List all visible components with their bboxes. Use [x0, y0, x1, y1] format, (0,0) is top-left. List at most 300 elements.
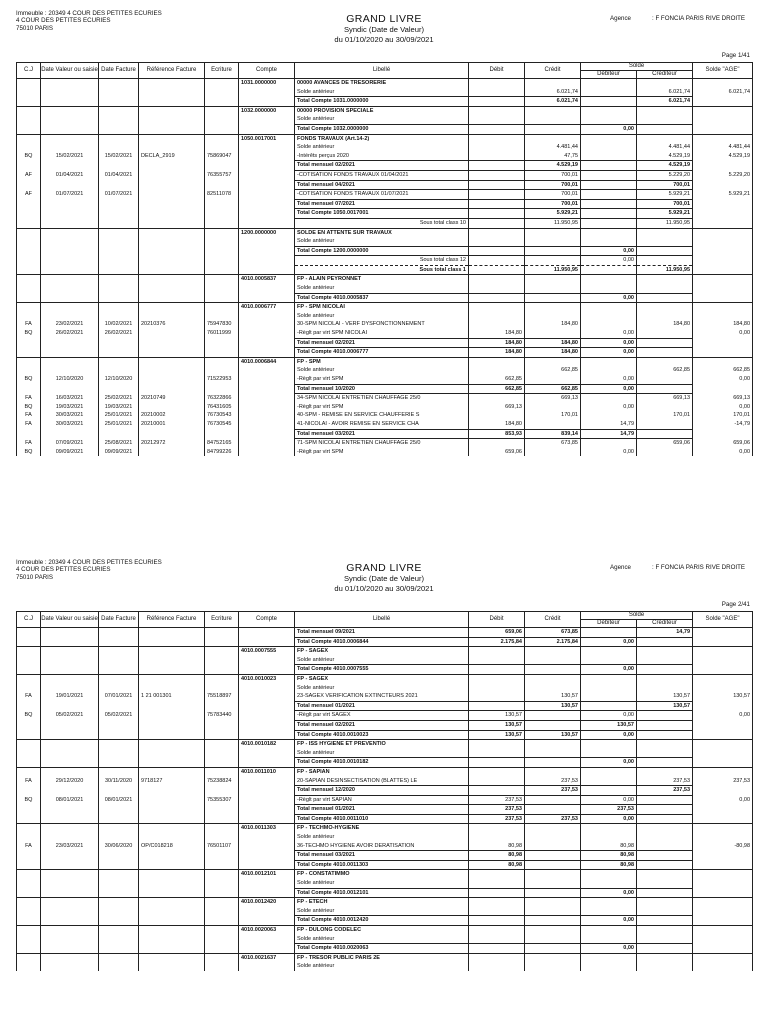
cell-ecriture: [205, 720, 239, 730]
cell-compte: 4010.0007555: [239, 647, 295, 656]
title-text: GRAND LIVRE: [346, 562, 422, 574]
cell-compte: 1050.0017001: [239, 134, 295, 143]
cell-compte: [239, 916, 295, 926]
cell-compte: [239, 218, 295, 228]
cell-reference: [139, 256, 205, 266]
cell-date-facture: [99, 647, 139, 656]
cell-compte: [239, 888, 295, 898]
cell-libelle: Solde antérieur: [295, 907, 469, 916]
cell-compte: 4010.0006844: [239, 357, 295, 366]
cell-libelle: FP - DULONG CODELEC: [295, 926, 469, 935]
cell-date-valeur: [41, 916, 99, 926]
cell-solde-crediteur: 659,06: [637, 439, 693, 448]
cell-solde-debiteur: [581, 209, 637, 219]
cell-ecriture: [205, 907, 239, 916]
account-header-row: [17, 228, 753, 237]
cell-solde-age: [693, 124, 753, 134]
cell-solde-age: 0,00: [693, 375, 753, 384]
col-credit: Crédit: [525, 63, 581, 79]
cell-solde-debiteur: [581, 953, 637, 962]
cell-debit: [469, 888, 525, 898]
agence-label: Agence: [610, 15, 631, 22]
cell-solde-debiteur: [581, 303, 637, 312]
cell-compte: [239, 860, 295, 870]
cell-solde-crediteur: 700,01: [637, 180, 693, 190]
table-row: [17, 879, 753, 888]
cell-debit: 662,85: [469, 384, 525, 394]
immeuble-block: [16, 10, 162, 32]
cell-journal-code: FA: [17, 320, 41, 329]
cell-solde-crediteur: [637, 429, 693, 439]
cell-date-facture: 05/02/2021: [99, 711, 139, 721]
cell-ecriture: 84799226: [205, 448, 239, 457]
cell-date-valeur: [41, 962, 99, 971]
cell-libelle: Total Compte 4010.0005837: [295, 293, 469, 303]
cell-ecriture: 76431605: [205, 403, 239, 412]
cell-reference: [139, 665, 205, 675]
cell-solde-debiteur: [581, 701, 637, 711]
immeuble-block: [16, 559, 162, 581]
cell-date-valeur: [41, 758, 99, 768]
cell-ecriture: 84752165: [205, 439, 239, 448]
cell-debit: 80,98: [469, 860, 525, 870]
cell-libelle: Total mensuel 01/2021: [295, 805, 469, 815]
cell-libelle: -COTISATION FONDS TRAVAUX 01/07/2021: [295, 190, 469, 200]
cell-date-valeur: [41, 888, 99, 898]
cell-debit: [469, 833, 525, 842]
cell-compte: [239, 944, 295, 954]
cell-compte: [239, 805, 295, 815]
cell-date-facture: [99, 284, 139, 293]
cell-libelle: Total Compte 1031.0000000: [295, 97, 469, 107]
cell-solde-debiteur: 0,00: [581, 944, 637, 954]
cell-date-facture: [99, 275, 139, 284]
cell-solde-debiteur: [581, 88, 637, 97]
cell-compte: [239, 786, 295, 796]
cell-date-facture: [99, 870, 139, 879]
cell-solde-debiteur: 237,53: [581, 805, 637, 815]
cell-reference: [139, 97, 205, 107]
cell-compte: [239, 656, 295, 665]
cell-reference: [139, 814, 205, 824]
cell-date-valeur: [41, 357, 99, 366]
cell-solde-age: [693, 228, 753, 237]
cell-ecriture: [205, 338, 239, 348]
table-row: [17, 312, 753, 321]
table-row: [17, 851, 753, 861]
table-row: [17, 237, 753, 246]
cell-reference: [139, 199, 205, 209]
cell-ecriture: [205, 79, 239, 88]
table-row: [17, 320, 753, 329]
cell-debit: [469, 656, 525, 665]
subtotal-row: [17, 218, 753, 228]
page-number: Page 2/41: [721, 601, 750, 608]
cell-journal-code: [17, 944, 41, 954]
cell-reference: 9718127: [139, 777, 205, 786]
table-row: [17, 656, 753, 665]
cell-debit: [469, 256, 525, 266]
cell-compte: [239, 366, 295, 375]
cell-credit: 237,53: [525, 777, 581, 786]
cell-solde-crediteur: 170,01: [637, 411, 693, 420]
cell-solde-crediteur: [637, 730, 693, 740]
cell-date-facture: [99, 758, 139, 768]
cell-reference: [139, 265, 205, 275]
cell-credit: 700,01: [525, 190, 581, 200]
cell-ecriture: [205, 916, 239, 926]
cell-debit: 669,13: [469, 403, 525, 412]
cell-journal-code: FA: [17, 439, 41, 448]
cell-solde-age: [693, 833, 753, 842]
cell-solde-crediteur: 700,01: [637, 199, 693, 209]
account-header-row: [17, 674, 753, 683]
cell-debit: [469, 97, 525, 107]
cell-debit: [469, 265, 525, 275]
cell-libelle: Total mensuel 03/2021: [295, 851, 469, 861]
cell-solde-age: [693, 953, 753, 962]
cell-reference: [139, 898, 205, 907]
cell-solde-debiteur: [581, 320, 637, 329]
cell-credit: 5.929,21: [525, 209, 581, 219]
agence-label: Agence: [610, 564, 631, 571]
cell-journal-code: [17, 701, 41, 711]
cell-libelle: Total mensuel 04/2021: [295, 180, 469, 190]
cell-date-valeur: [41, 860, 99, 870]
col-debit: Débit: [469, 612, 525, 628]
cell-journal-code: AF: [17, 190, 41, 200]
cell-solde-debiteur: 0,00: [581, 730, 637, 740]
cell-reference: [139, 628, 205, 638]
cell-ecriture: [205, 888, 239, 898]
cell-solde-crediteur: 4.529,19: [637, 152, 693, 161]
cell-reference: [139, 312, 205, 321]
table-row: [17, 749, 753, 758]
cell-date-facture: 25/08/2021: [99, 439, 139, 448]
cell-journal-code: [17, 265, 41, 275]
cell-compte: 4010.0011010: [239, 767, 295, 776]
address-line: 4 COUR DES PETITES ECURIES: [16, 566, 111, 574]
cell-libelle: SOLDE EN ATTENTE SUR TRAVAUX: [295, 228, 469, 237]
account-header-row: [17, 79, 753, 88]
cell-date-facture: 01/04/2021: [99, 170, 139, 180]
cell-credit: 170,01: [525, 411, 581, 420]
cell-ecriture: [205, 303, 239, 312]
cell-ecriture: [205, 366, 239, 375]
cell-solde-debiteur: 0,00: [581, 888, 637, 898]
cell-debit: [469, 684, 525, 693]
cell-credit: [525, 926, 581, 935]
cell-libelle: -Règlt par virt SPM: [295, 448, 469, 457]
cell-libelle: 20-SAPIAN DESINSECTISATION (BLATTES) LE: [295, 777, 469, 786]
cell-compte: [239, 777, 295, 786]
cell-debit: [469, 935, 525, 944]
cell-compte: [239, 628, 295, 638]
cell-solde-age: [693, 115, 753, 124]
cell-date-valeur: [41, 730, 99, 740]
cell-date-valeur: [41, 805, 99, 815]
cell-journal-code: [17, 749, 41, 758]
table-row: [17, 665, 753, 675]
cell-ecriture: [205, 228, 239, 237]
cell-solde-age: [693, 97, 753, 107]
cell-solde-debiteur: 80,98: [581, 842, 637, 851]
cell-solde-debiteur: [581, 394, 637, 403]
cell-debit: [469, 180, 525, 190]
cell-date-facture: [99, 879, 139, 888]
cell-solde-debiteur: [581, 870, 637, 879]
cell-ecriture: 75947830: [205, 320, 239, 329]
cell-debit: [469, 152, 525, 161]
cell-journal-code: [17, 312, 41, 321]
cell-solde-debiteur: 0,00: [581, 665, 637, 675]
cell-solde-debiteur: [581, 898, 637, 907]
cell-libelle: Solde antérieur: [295, 115, 469, 124]
cell-solde-debiteur: 0,00: [581, 375, 637, 384]
cell-ecriture: [205, 935, 239, 944]
cell-credit: [525, 303, 581, 312]
cell-compte: [239, 448, 295, 457]
cell-date-valeur: 05/02/2021: [41, 711, 99, 721]
cell-date-facture: 10/02/2021: [99, 320, 139, 329]
cell-journal-code: [17, 805, 41, 815]
cell-credit: 839,14: [525, 429, 581, 439]
cell-solde-age: [693, 767, 753, 776]
cell-libelle: Total Compte 4010.0006844: [295, 637, 469, 647]
table-row: [17, 152, 753, 161]
title-text: GRAND LIVRE: [346, 13, 422, 25]
cell-debit: [469, 218, 525, 228]
cell-libelle: Solde antérieur: [295, 237, 469, 246]
cell-credit: 700,01: [525, 199, 581, 209]
cell-ecriture: [205, 88, 239, 97]
cell-compte: 4010.0006777: [239, 303, 295, 312]
cell-ecriture: [205, 870, 239, 879]
cell-libelle: Sous total class 10: [295, 218, 469, 228]
cell-ecriture: 76730543: [205, 411, 239, 420]
cell-date-valeur: [41, 115, 99, 124]
cell-solde-crediteur: 6.021,74: [637, 97, 693, 107]
cell-solde-crediteur: [637, 916, 693, 926]
cell-date-valeur: [41, 870, 99, 879]
table-row: [17, 720, 753, 730]
cell-libelle: Total Compte 4010.0011303: [295, 860, 469, 870]
cell-date-facture: [99, 962, 139, 971]
cell-solde-debiteur: 80,98: [581, 860, 637, 870]
cell-debit: [469, 246, 525, 256]
cell-solde-crediteur: 237,53: [637, 786, 693, 796]
table-row: [17, 701, 753, 711]
col-crediteur: Créditeur: [637, 71, 693, 79]
table-row: [17, 429, 753, 439]
cell-solde-debiteur: 0,00: [581, 758, 637, 768]
cell-solde-age: [693, 749, 753, 758]
cell-date-valeur: [41, 833, 99, 842]
cell-solde-age: [693, 888, 753, 898]
cell-solde-crediteur: [637, 842, 693, 851]
cell-solde-age: [693, 674, 753, 683]
cell-solde-age: 0,00: [693, 795, 753, 805]
cell-ecriture: [205, 701, 239, 711]
cell-ecriture: [205, 209, 239, 219]
cell-date-facture: [99, 265, 139, 275]
cell-reference: [139, 190, 205, 200]
cell-libelle: Solde antérieur: [295, 656, 469, 665]
cell-date-valeur: 30/03/2021: [41, 420, 99, 429]
cell-ecriture: [205, 767, 239, 776]
cell-credit: [525, 420, 581, 429]
cell-solde-age: 6.021,74: [693, 88, 753, 97]
cell-date-facture: [99, 637, 139, 647]
cell-reference: [139, 275, 205, 284]
cell-ecriture: [205, 860, 239, 870]
cell-compte: [239, 143, 295, 152]
cell-solde-crediteur: [637, 824, 693, 833]
cell-solde-crediteur: 11.950,95: [637, 265, 693, 275]
cell-reference: [139, 161, 205, 171]
cell-date-valeur: [41, 935, 99, 944]
table-row: [17, 384, 753, 394]
cell-compte: 4010.0010023: [239, 674, 295, 683]
cell-credit: 700,01: [525, 170, 581, 180]
cell-credit: [525, 275, 581, 284]
cell-date-valeur: [41, 637, 99, 647]
cell-solde-debiteur: [581, 134, 637, 143]
city-line: 75010 PARIS: [16, 573, 54, 581]
cell-debit: [469, 439, 525, 448]
cell-debit: [469, 701, 525, 711]
cell-date-valeur: [41, 348, 99, 358]
cell-solde-age: [693, 907, 753, 916]
cell-libelle: Total Compte 4010.0010182: [295, 758, 469, 768]
cell-solde-age: [693, 851, 753, 861]
cell-solde-crediteur: 130,57: [637, 692, 693, 701]
cell-debit: [469, 758, 525, 768]
cell-date-facture: [99, 161, 139, 171]
cell-solde-age: [693, 860, 753, 870]
cell-credit: [525, 665, 581, 675]
cell-solde-age: [693, 348, 753, 358]
cell-libelle: FP - ETECH: [295, 898, 469, 907]
cell-reference: [139, 879, 205, 888]
cell-journal-code: [17, 860, 41, 870]
cell-solde-crediteur: [637, 106, 693, 115]
cell-solde-age: 170,01: [693, 411, 753, 420]
cell-date-valeur: [41, 237, 99, 246]
cell-solde-debiteur: [581, 777, 637, 786]
cell-date-valeur: 23/02/2021: [41, 320, 99, 329]
cell-ecriture: [205, 786, 239, 796]
cell-debit: [469, 786, 525, 796]
col-date-facture: Date Facture: [99, 612, 139, 628]
cell-solde-debiteur: [581, 170, 637, 180]
cell-debit: [469, 749, 525, 758]
cell-credit: [525, 256, 581, 266]
cell-credit: [525, 767, 581, 776]
table-row: [17, 375, 753, 384]
cell-debit: 237,53: [469, 795, 525, 805]
cell-date-facture: [99, 907, 139, 916]
cell-solde-age: [693, 647, 753, 656]
cell-reference: [139, 786, 205, 796]
table-row: [17, 180, 753, 190]
cell-date-valeur: [41, 284, 99, 293]
cell-reference: [139, 237, 205, 246]
cell-journal-code: [17, 851, 41, 861]
cell-journal-code: [17, 962, 41, 971]
cell-solde-debiteur: 0,00: [581, 711, 637, 721]
cell-ecriture: [205, 758, 239, 768]
cell-date-valeur: [41, 106, 99, 115]
cell-journal-code: [17, 97, 41, 107]
cell-compte: [239, 758, 295, 768]
cell-credit: [525, 293, 581, 303]
cell-libelle: Total Compte 1200.0000000: [295, 246, 469, 256]
cell-credit: 700,01: [525, 180, 581, 190]
cell-libelle: FP - TECHMO-HYGIENE: [295, 824, 469, 833]
cell-date-valeur: [41, 749, 99, 758]
table-row: [17, 684, 753, 693]
cell-credit: [525, 758, 581, 768]
cell-credit: [525, 749, 581, 758]
cell-credit: [525, 824, 581, 833]
period-text: du 01/10/2020 au 30/09/2021: [334, 584, 434, 593]
cell-reference: [139, 647, 205, 656]
cell-debit: [469, 106, 525, 115]
cell-solde-debiteur: [581, 628, 637, 638]
cell-date-valeur: [41, 665, 99, 675]
cell-solde-crediteur: 5.229,20: [637, 170, 693, 180]
cell-ecriture: [205, 814, 239, 824]
table-row: [17, 795, 753, 805]
cell-solde-age: 184,80: [693, 320, 753, 329]
cell-date-facture: [99, 740, 139, 749]
cell-debit: [469, 944, 525, 954]
cell-libelle: Total Compte 4010.0020063: [295, 944, 469, 954]
table-row: [17, 962, 753, 971]
cell-solde-debiteur: [581, 357, 637, 366]
col-solde-age: Solde "AGE": [693, 612, 753, 628]
cell-solde-crediteur: [637, 749, 693, 758]
cell-reference: [139, 170, 205, 180]
cell-solde-debiteur: 0,00: [581, 814, 637, 824]
cell-date-facture: [99, 944, 139, 954]
cell-solde-age: 237,53: [693, 777, 753, 786]
cell-solde-age: [693, 209, 753, 219]
cell-compte: 1032.0000000: [239, 106, 295, 115]
cell-ecriture: [205, 429, 239, 439]
account-header-row: [17, 953, 753, 962]
cell-debit: [469, 740, 525, 749]
cell-date-valeur: [41, 134, 99, 143]
cell-compte: [239, 88, 295, 97]
ledger-rows: [17, 628, 753, 971]
cell-credit: [525, 403, 581, 412]
cell-date-facture: [99, 898, 139, 907]
cell-date-facture: 30/06/2020: [99, 842, 139, 851]
table-row: [17, 711, 753, 721]
cell-date-facture: [99, 767, 139, 776]
cell-solde-crediteur: 669,13: [637, 394, 693, 403]
cell-compte: [239, 411, 295, 420]
cell-libelle: Sous total class 1: [295, 265, 469, 275]
cell-solde-age: 4.529,19: [693, 152, 753, 161]
cell-compte: [239, 384, 295, 394]
cell-ecriture: [205, 357, 239, 366]
subtotal-row: [17, 256, 753, 266]
cell-credit: [525, 124, 581, 134]
cell-credit: [525, 357, 581, 366]
